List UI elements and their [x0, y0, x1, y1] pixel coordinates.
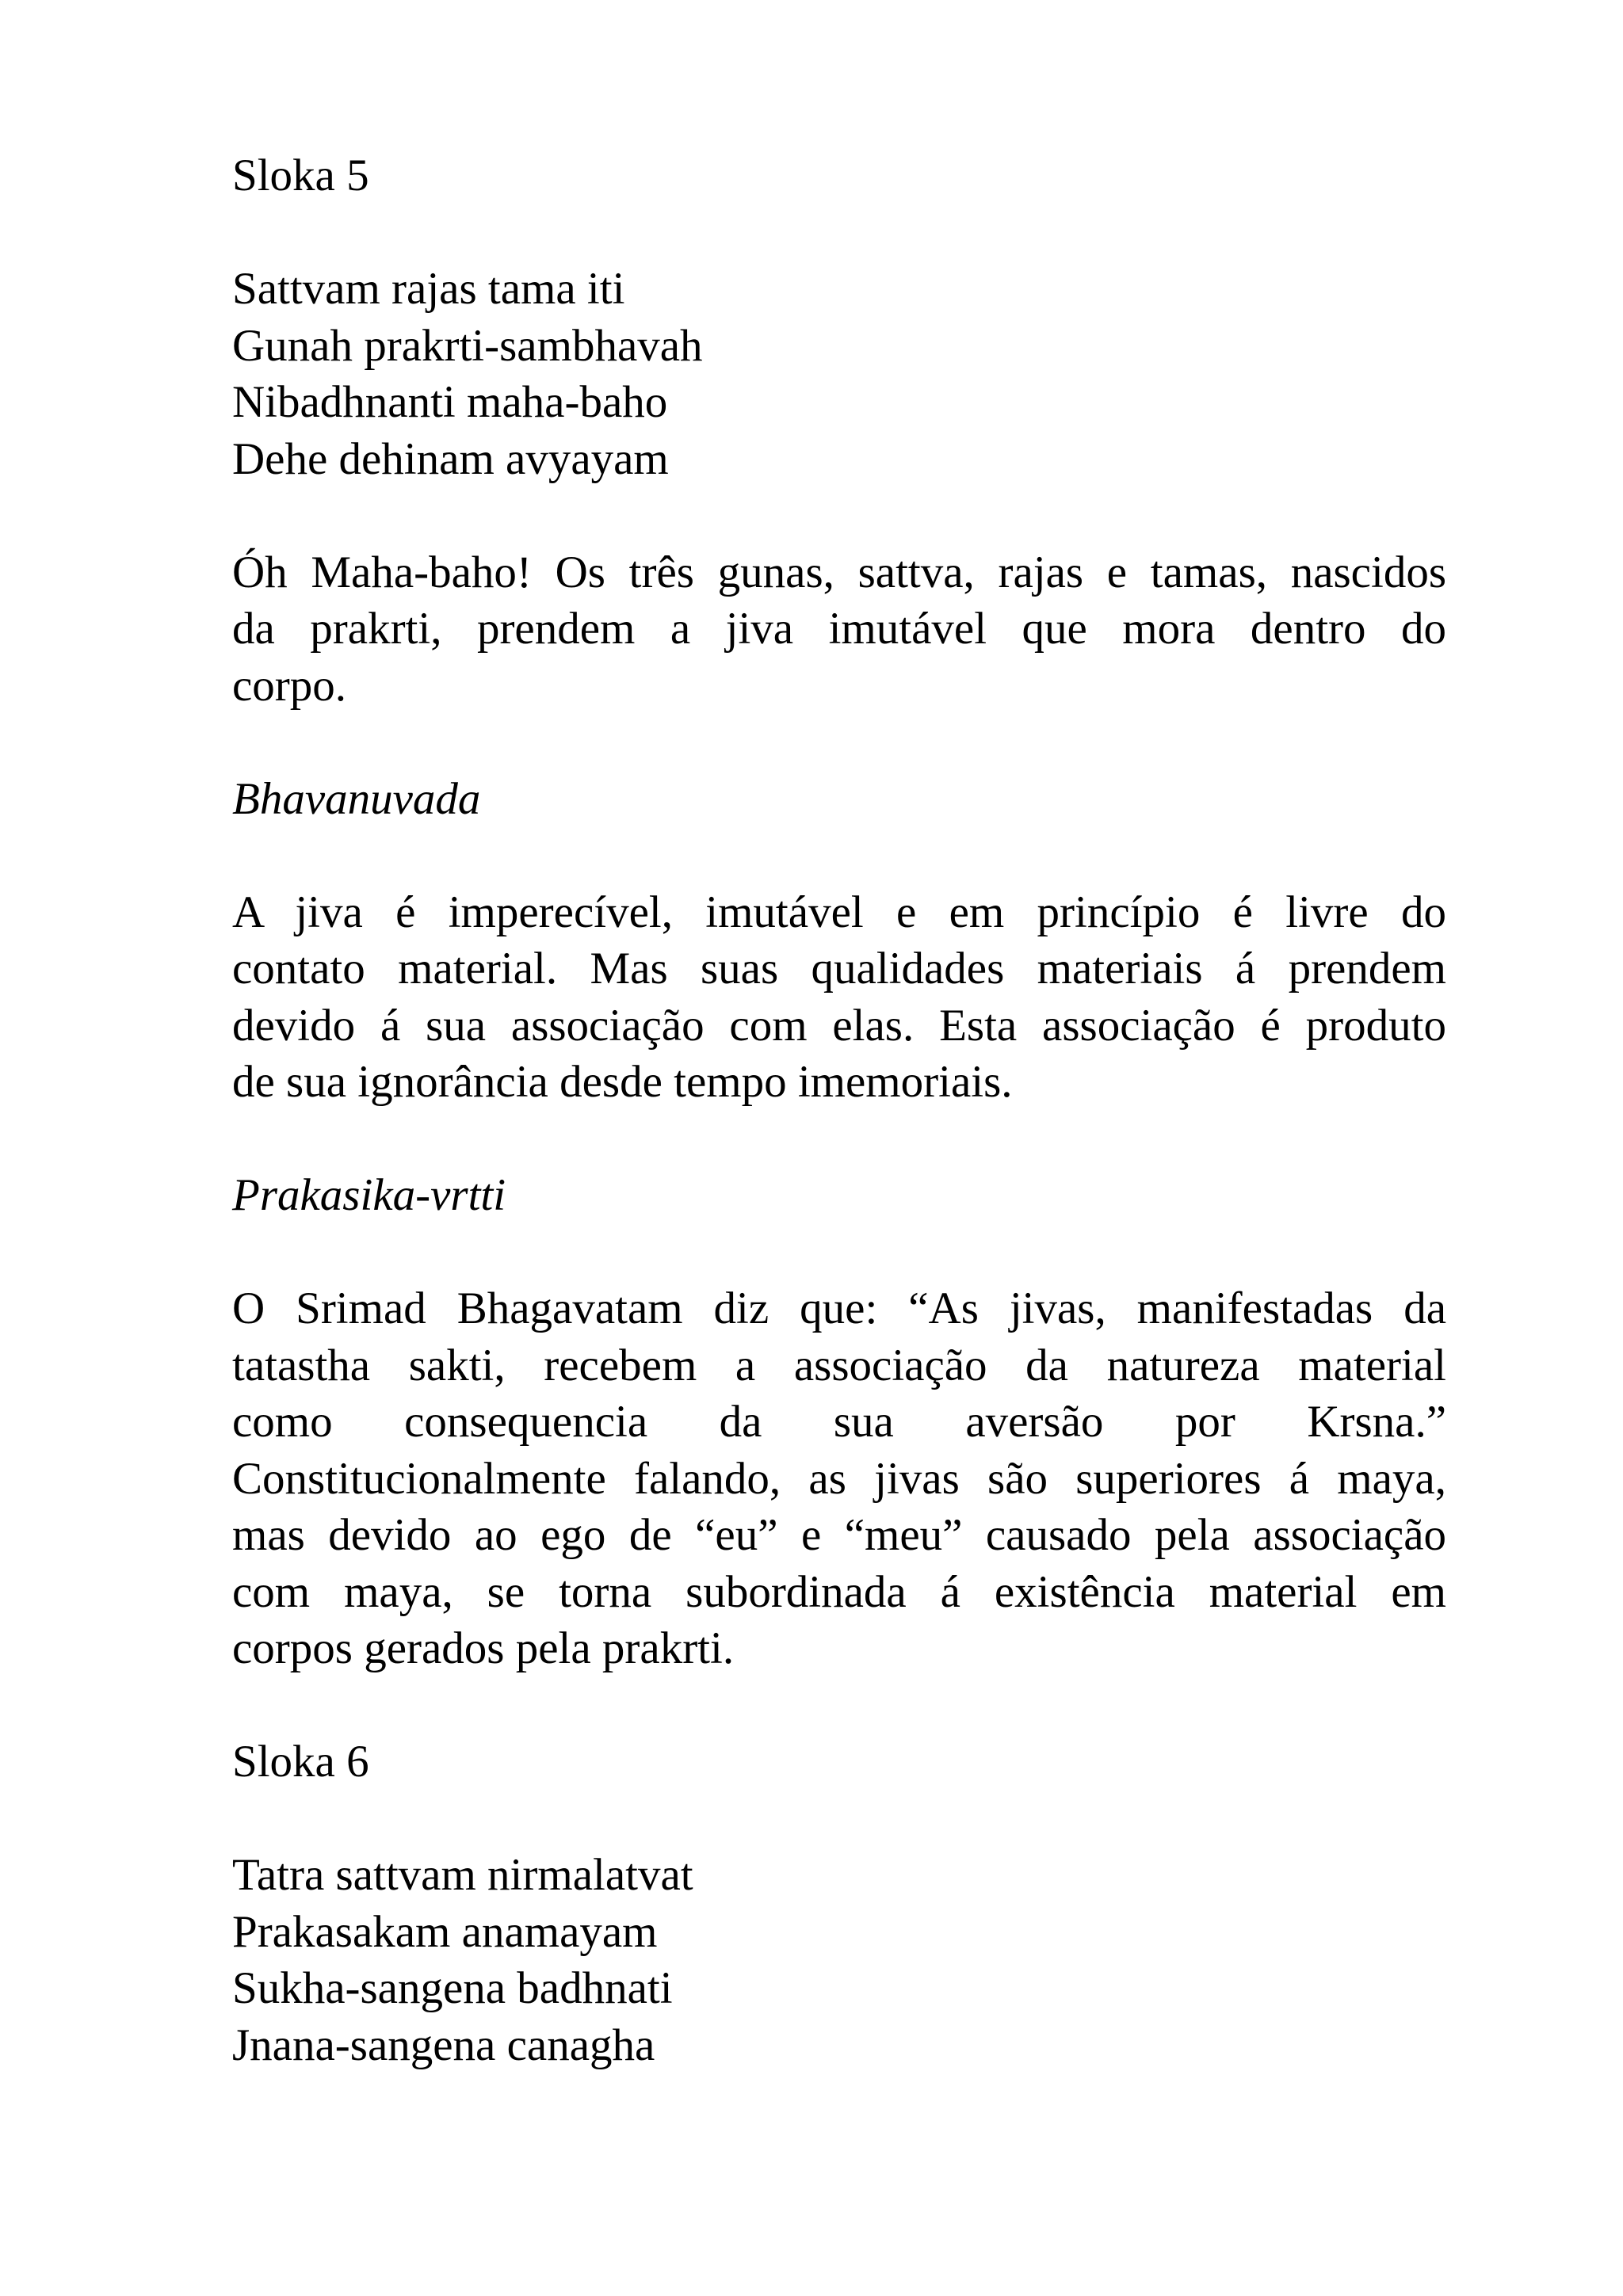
page-content — [232, 147, 1446, 2073]
verse-line: Sattvam rajas tama iti — [232, 264, 625, 314]
translation-line: corpo. — [232, 660, 347, 711]
commentary-line: corpos gerados pela prakrti. — [232, 1623, 735, 1673]
commentary-line: mas devido ao ego de “eu” e “meu” causado pela associação — [232, 1510, 1446, 1560]
sloka-5-heading: Sloka 5 — [232, 151, 369, 200]
spacer — [232, 487, 1446, 544]
verse-line: Tatra sattvam nirmalatvat — [232, 1850, 693, 1900]
commentary-line: O Srimad Bhagavatam diz que: “As jivas, manifestadas da — [232, 1283, 1446, 1333]
commentary-line: Constitucionalmente falando, as jivas são superiores á maya, — [232, 1453, 1446, 1504]
verse-line: Jnana-sangena canagha — [232, 2019, 655, 2070]
verse-line: Dehe dehinam avyayam — [232, 433, 669, 484]
commentary-line: tatastha sakti, recebem a associação da natureza material — [232, 1340, 1446, 1390]
spacer — [232, 1111, 1446, 1168]
sloka-5-verse — [232, 261, 1446, 487]
verse-line: Prakasakam anamayam — [232, 1906, 658, 1957]
commentary-line: A jiva é imperecível, imutável e em princípio é livre do — [232, 887, 1446, 937]
sloka-6-heading: Sloka 6 — [232, 1737, 369, 1787]
commentary-prakasika-vrtti — [232, 1280, 1446, 1677]
sloka-6-verse — [232, 1847, 1446, 2073]
verse-line: Gunah prakrti-sambhavah — [232, 320, 703, 371]
commentary-line: de sua ignorância desde tempo imemoriais. — [232, 1057, 1013, 1107]
commentary-bhavanuvada — [232, 884, 1446, 1111]
spacer — [232, 1791, 1446, 1848]
verse-line: Nibadhnanti maha-baho — [232, 377, 668, 427]
commentary-title-bhavanuvada: Bhavanuvada — [232, 773, 481, 824]
commentary-line: como consequencia da sua aversão por Krsna.” — [232, 1397, 1446, 1447]
spacer — [232, 1677, 1446, 1734]
commentary-line: contato material. Mas suas qualidades materiais á prendem — [232, 944, 1446, 994]
commentary-line: devido á sua associação com elas. Esta associação é produto — [232, 1000, 1446, 1051]
sloka-5-translation — [232, 544, 1446, 715]
commentary-title-prakasika-vrtti: Prakasika-vrtti — [232, 1170, 506, 1220]
commentary-line: com maya, se torna subordinada á existência material em — [232, 1566, 1446, 1617]
spacer — [232, 714, 1446, 771]
verse-line: Sukha-sangena badhnati — [232, 1963, 673, 2013]
spacer — [232, 1224, 1446, 1281]
translation-line: da prakrti, prendem a jiva imutável que mora dentro do — [232, 604, 1446, 654]
translation-line: Óh Maha-baho! Os três gunas, sattva, rajas e tamas, nascidos — [232, 547, 1446, 597]
spacer — [232, 827, 1446, 884]
spacer — [232, 204, 1446, 261]
